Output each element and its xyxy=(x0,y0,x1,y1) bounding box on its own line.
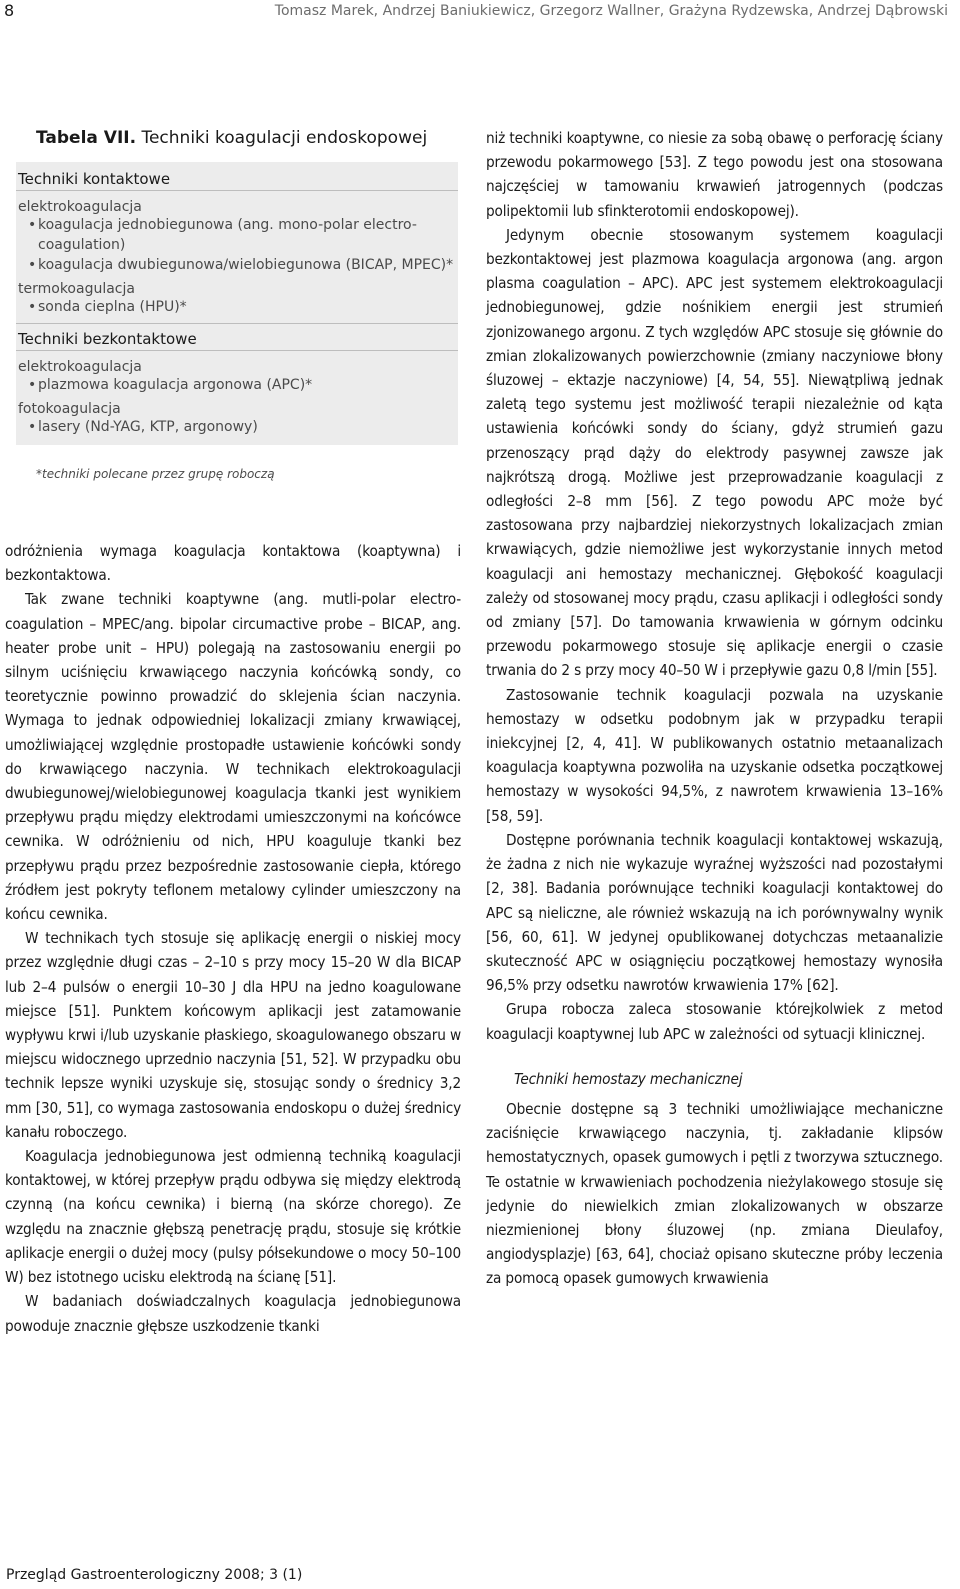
table-group: termokoagulacja xyxy=(18,281,135,297)
paragraph: niż techniki koaptywne, co niesie za sobą obawę o perforację ściany przewodu pokarmowego [53]. Z tego powodu jest ona stosowana najczęściej w tamowaniu krwawień jatrogennych (podczas polipektomii lub sfinkterotomii endoskopowej). xyxy=(486,129,943,220)
left-column xyxy=(5,539,461,1338)
running-authors: Tomasz Marek, Andrzej Baniukiewicz, Grzegorz Wallner, Grażyna Rydzewska, Andrzej Dąbrowski xyxy=(274,3,948,19)
paragraph: odróżnienia wymaga koagulacja kontaktowa (koaptywna) i bezkontaktowa. xyxy=(5,542,461,585)
table-body xyxy=(16,162,458,445)
table-group: fotokoagulacja xyxy=(18,401,121,417)
table-title-text: Techniki koagulacji endoskopowej xyxy=(136,128,428,148)
table-section-noncontact: Techniki bezkontaktowe xyxy=(16,323,458,351)
table-label: Tabela VII. xyxy=(36,128,137,148)
table-item: • lasery (Nd-YAG, KTP, argonowy) xyxy=(28,419,258,435)
journal-footer: Przegląd Gastroenterologiczny 2008; 3 (1) xyxy=(6,1567,303,1583)
paragraph: Obecnie dostępne są 3 techniki umożliwiające mechaniczne zaciśnięcie krwawiącego naczynia, tj. zakładanie klipsów hemostatycznych, opasek gumowych i pętli z tworzywa sztucznego. Te ostatnie w krwawieniach pochodzenia nieżylakowego stosuje się jedynie do niewielkich zmian zlokalizowanych w obszarze niezmienionej błony śluzowej (np. zmiana Dieulafoy, angiodysplazje) [63, 64], chociaż opisano skuteczne próby leczenia za pomocą opasek gumowych krwawienia xyxy=(486,1099,943,1288)
table-group: elektrokoagulacja xyxy=(18,199,142,215)
paragraph: W badaniach doświadczalnych koagulacja jednobiegunowa powoduje znacznie głębsze uszkodzenie tkanki xyxy=(5,1292,461,1335)
page-number: 8 xyxy=(4,1,15,20)
paragraph: Dostępne porównania technik koagulacji kontaktowej wskazują, że żadna z nich nie wykazuje wyraźnej wyższości nad pozostałymi [2, 38]. Badania porównujące techniki koagulacji kontaktowej do APC są nieliczne, ale również wskazują na ich porównywalny wynik [56, 60, 61]. W jedynej opublikowanej dotychczas metaanalizie skuteczność APC w osiągnięciu początkowej hemostazy wynosiła 96,5% przy odsetku nawrotów krwawienia 17% [62]. xyxy=(486,830,943,995)
table-item: • plazmowa koagulacja argonowa (APC)* xyxy=(28,377,313,393)
paragraph: Zastosowanie technik koagulacji pozwala na uzyskanie hemostazy w odsetku podobnym jak w przypadku terapii iniekcyjnej [2, 4, 41]. W publikowanych ostatnio metaanalizach koagulacja koaptywna pozwoliła na uzyskanie odsetka początkowej hemostazy w wysokości 94,5%, z nawrotem krwawienia 13–16% [58, 59]. xyxy=(486,685,943,825)
paragraph: Koagulacja jednobiegunowa jest odmienną techniką koagulacji kontaktowej, w której przepływ prądu odbywa się między elektrodą czynną (na końcu cewnika) i bierną (na skórze chorego). Ze względu na znacznie głębszą penetrację prądu, stosuje się krótkie aplikacje energii o dużej mocy (pulsy półsekundowe o mocy 50–100 W) bez istotnego ucisku elektrodą na ścianę [51]. xyxy=(5,1147,461,1287)
paragraph: Jedynym obecnie stosowanym systemem koagulacji bezkontaktowej jest plazmowa koagulacja argonowa (ang. argon plasma coagulation – APC). APC jest systemem elektrokoagulacji jednobiegunowej, gdzie nośnikiem energii jest strumień zjonizowanego argonu. Z tych względów APC stosuje się głównie do zmian zlokalizowanych powierzchownie (zmiany naczyniowe błony śluzowej – ektazje naczyniowe) [4, 54, 55]. Niewątpliwą jednak zaletą tego systemu jest możliwość terapii niezależnie od kąta ustawienia końcówki sondy do ściany, gdyż strumień gazu przenoszący prąd dąży do elektrody pasywnej zawsze jak najkrótszą drogą. Możliwe jest przeprowadzanie koagulacji z odległości 2–8 mm [56]. Z tego powodu APC może być zastosowana przy najbardziej niekorzystnych lokalizacjach zmian krwawiących, gdzie niemożliwe jest wykorzystanie innych metod koagulacji ani hemostazy mechanicznej. Głębokość koagulacji zależy od stosowanej mocy prądu, czasu aplikacji i odległości sondy od zmiany [57]. Do tamowania krwawienia w górnym odcinku przewodu pokarmowego stosuje się aplikacje energii o czasie trwania do 2 s przy mocy 40–50 W i przepływie gazu 0,8 l/min [55]. xyxy=(486,225,943,680)
table-section-contact: Techniki kontaktowe xyxy=(16,168,458,191)
table-vii xyxy=(16,122,458,481)
paragraph: Tak zwane techniki koaptywne (ang. mutli-polar electro-coagulation – MPEC/ang. bipolar circumactive probe – BICAP, ang. heater probe unit – HPU) polegają na zastosowaniu energii po silnym uciśnięciu krwawiącego naczynia końcówką sondy, co teoretycznie powinno prowadzić do sklejenia ścian naczynia. Wymaga to jednak odpowiedniej lokalizacji zmiany krwawiącej, umożliwiającej względnie prostopadłe ustawienie końcówki sondy do krwawiącego naczynia. W technikach elektrokoagulacji dwubiegunowej/wielobiegunowej koagulacja tkanki jest wynikiem przepływu prądu między elektrodami umieszczonymi na końcówce cewnika. W odróżnieniu od nich, HPU koaguluje tkanki bez przepływu prądu przez bezpośrednie zastosowanie ciepła, którego źródłem jest pokryty teflonem metalowy cylinder umieszczony na końcu cewnika. xyxy=(5,590,461,924)
table-item: • sonda cieplna (HPU)* xyxy=(28,299,187,315)
table-item: • koagulacja jednobiegunowa (ang. mono-polar electro-coagulation) xyxy=(28,217,417,253)
table-group: elektrokoagulacja xyxy=(18,359,142,375)
paragraph: Grupa robocza zaleca stosowanie którejkolwiek z metod koagulacji koaptywnej lub APC w zależności od sytuacji klinicznej. xyxy=(486,1000,943,1043)
paragraph: W technikach tych stosuje się aplikację energii o niskiej mocy przez względnie długi czas – 2–10 s przy mocy 15–20 W dla BICAP lub 2–4 pulsów o energii 10–30 J dla HPU na jedno koagulowane miejsce [51]. Punktem końcowym aplikacji jest zatamowanie wypływu krwi i/lub uzyskanie płaskiego, skoagulowanego obszaru w miejscu widocznego uprzednio naczynia [51, 52]. W przypadku obu technik lepsze wyniki uzyskuje się, stosując sondy o średnicy 3,2 mm [30, 51], co wymaga zastosowania endoskopu o dużej średnicy kanału roboczego. xyxy=(5,929,461,1141)
table-item: • koagulacja dwubiegunowa/wielobiegunowa (BICAP, MPEC)* xyxy=(28,257,454,273)
table-footnote: *techniki polecane przez grupę roboczą xyxy=(36,467,275,481)
right-column xyxy=(486,126,943,1291)
page-header xyxy=(0,0,960,22)
section-heading: Techniki hemostazy mechanicznej xyxy=(514,1069,743,1088)
table-title xyxy=(36,122,458,148)
